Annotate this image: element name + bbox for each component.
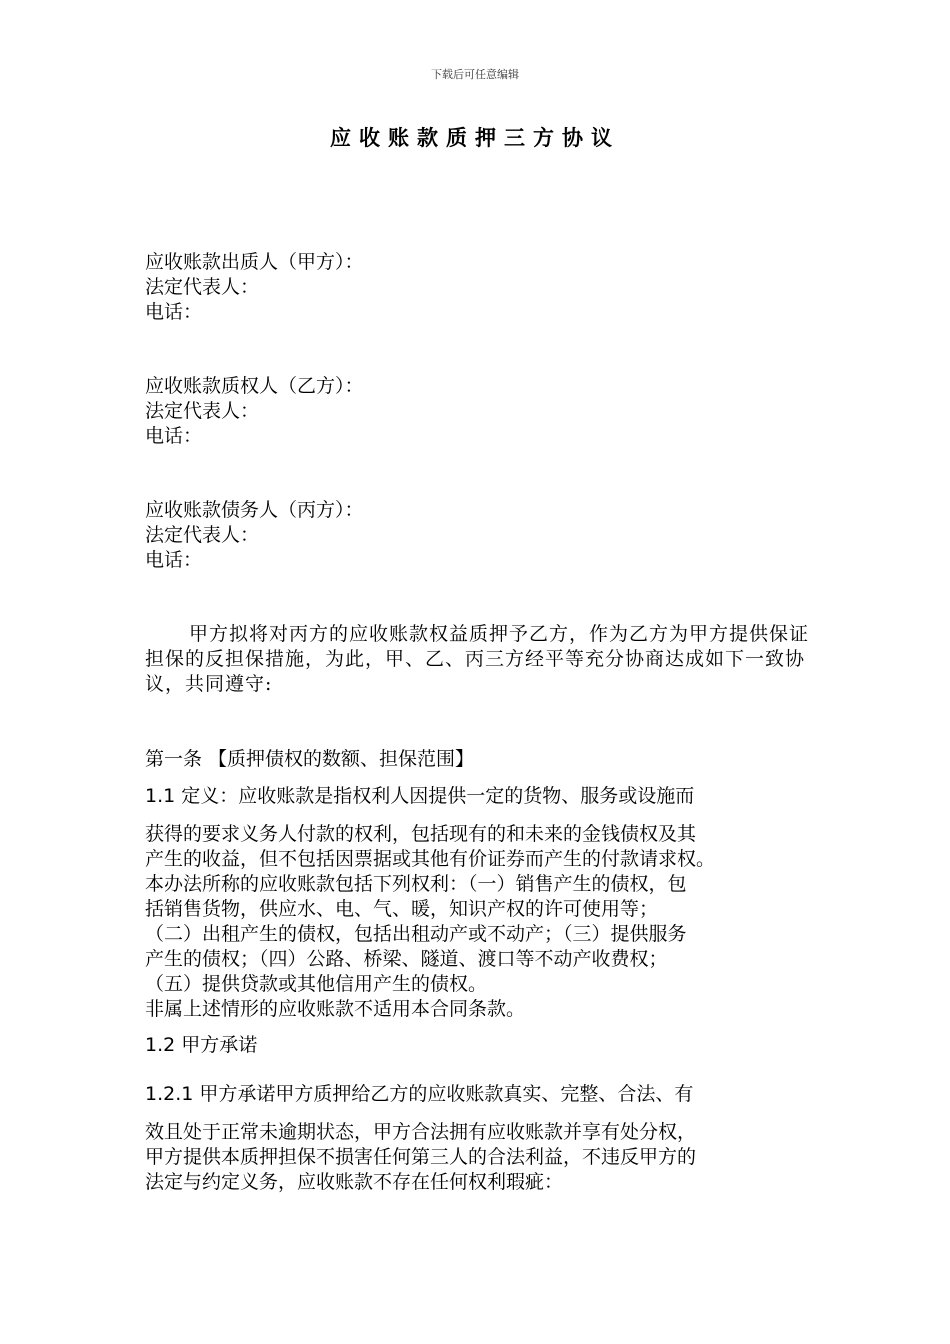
- party-pledgor-block: [145, 250, 364, 325]
- party-role: 应收账款出质人（甲方）：: [145, 251, 364, 273]
- document-title: 应收账款质押三方协议: [330, 126, 620, 150]
- party-legal-representative: 法定代表人：: [145, 276, 260, 298]
- body-line: （五）提供贷款或其他信用产生的债权。: [145, 973, 488, 995]
- section-text: 定义：应收账款是指权利人因提供一定的货物、服务或设施而: [175, 785, 695, 807]
- section-text: 甲方承诺甲方质押给乙方的应收账款真实、完整、合法、有: [193, 1083, 694, 1105]
- body-line: （二）出租产生的债权，包括出租动产或不动产；（三）提供服务: [145, 923, 687, 945]
- section-1-1-first-line: [145, 784, 825, 809]
- section-text: 甲方承诺: [175, 1034, 258, 1056]
- body-line: 效且处于正常未逾期状态，甲方合法拥有应收账款并享有处分权，: [145, 1121, 697, 1143]
- body-line: 本办法所称的应收账款包括下列权利：（一）销售产生的债权，包: [145, 873, 687, 895]
- body-line: 获得的要求义务人付款的权利，包括现有的和未来的金钱债权及其: [145, 823, 697, 845]
- section-1-1-body: [145, 822, 825, 1022]
- body-line: 法定与约定义务，应收账款不存在任何权利瑕疵：: [145, 1171, 564, 1193]
- party-phone: 电话：: [145, 301, 203, 323]
- party-phone: 电话：: [145, 549, 203, 571]
- party-phone: 电话：: [145, 425, 203, 447]
- section-1-2-heading: [145, 1033, 825, 1058]
- body-line: 括销售货物，供应水、电、气、暖，知识产权的许可使用等；: [145, 898, 659, 920]
- section-1-2-1-first-line: [145, 1082, 825, 1107]
- section-1-2-1-body: [145, 1120, 825, 1195]
- party-legal-representative: 法定代表人：: [145, 400, 260, 422]
- body-line: 产生的收益，但不包括因票据或其他有价证券而产生的付款请求权。: [145, 848, 716, 870]
- section-number: 1.2: [145, 1034, 176, 1056]
- party-role: 应收账款债务人（丙方）：: [145, 499, 364, 521]
- party-debtor-block: [145, 498, 364, 573]
- section-number: 1.1: [145, 785, 176, 807]
- body-line: 产生的债权；（四）公路、桥梁、隧道、渡口等不动产收费权；: [145, 948, 668, 970]
- body-line: 非属上述情形的应收账款不适用本合同条款。: [145, 998, 526, 1020]
- party-role: 应收账款质权人（乙方）：: [145, 375, 364, 397]
- intro-paragraph: 甲方拟将对丙方的应收账款权益质押予乙方，作为乙方为甲方提供保证担保的反担保措施，为此，甲、乙、丙三方经平等充分协商达成如下一致协议，共同遵守:: [145, 623, 810, 695]
- body-line: 甲方提供本质押担保不损害任何第三人的合法利益，不违反甲方的: [145, 1146, 697, 1168]
- header-note: 下载后可任意编辑: [431, 68, 519, 81]
- party-pledgee-block: [145, 374, 364, 449]
- party-legal-representative: 法定代表人：: [145, 524, 260, 546]
- section-number: 1.2.1: [145, 1083, 194, 1105]
- article-1-heading: 第一条 【质押债权的数额、担保范围】: [145, 748, 475, 770]
